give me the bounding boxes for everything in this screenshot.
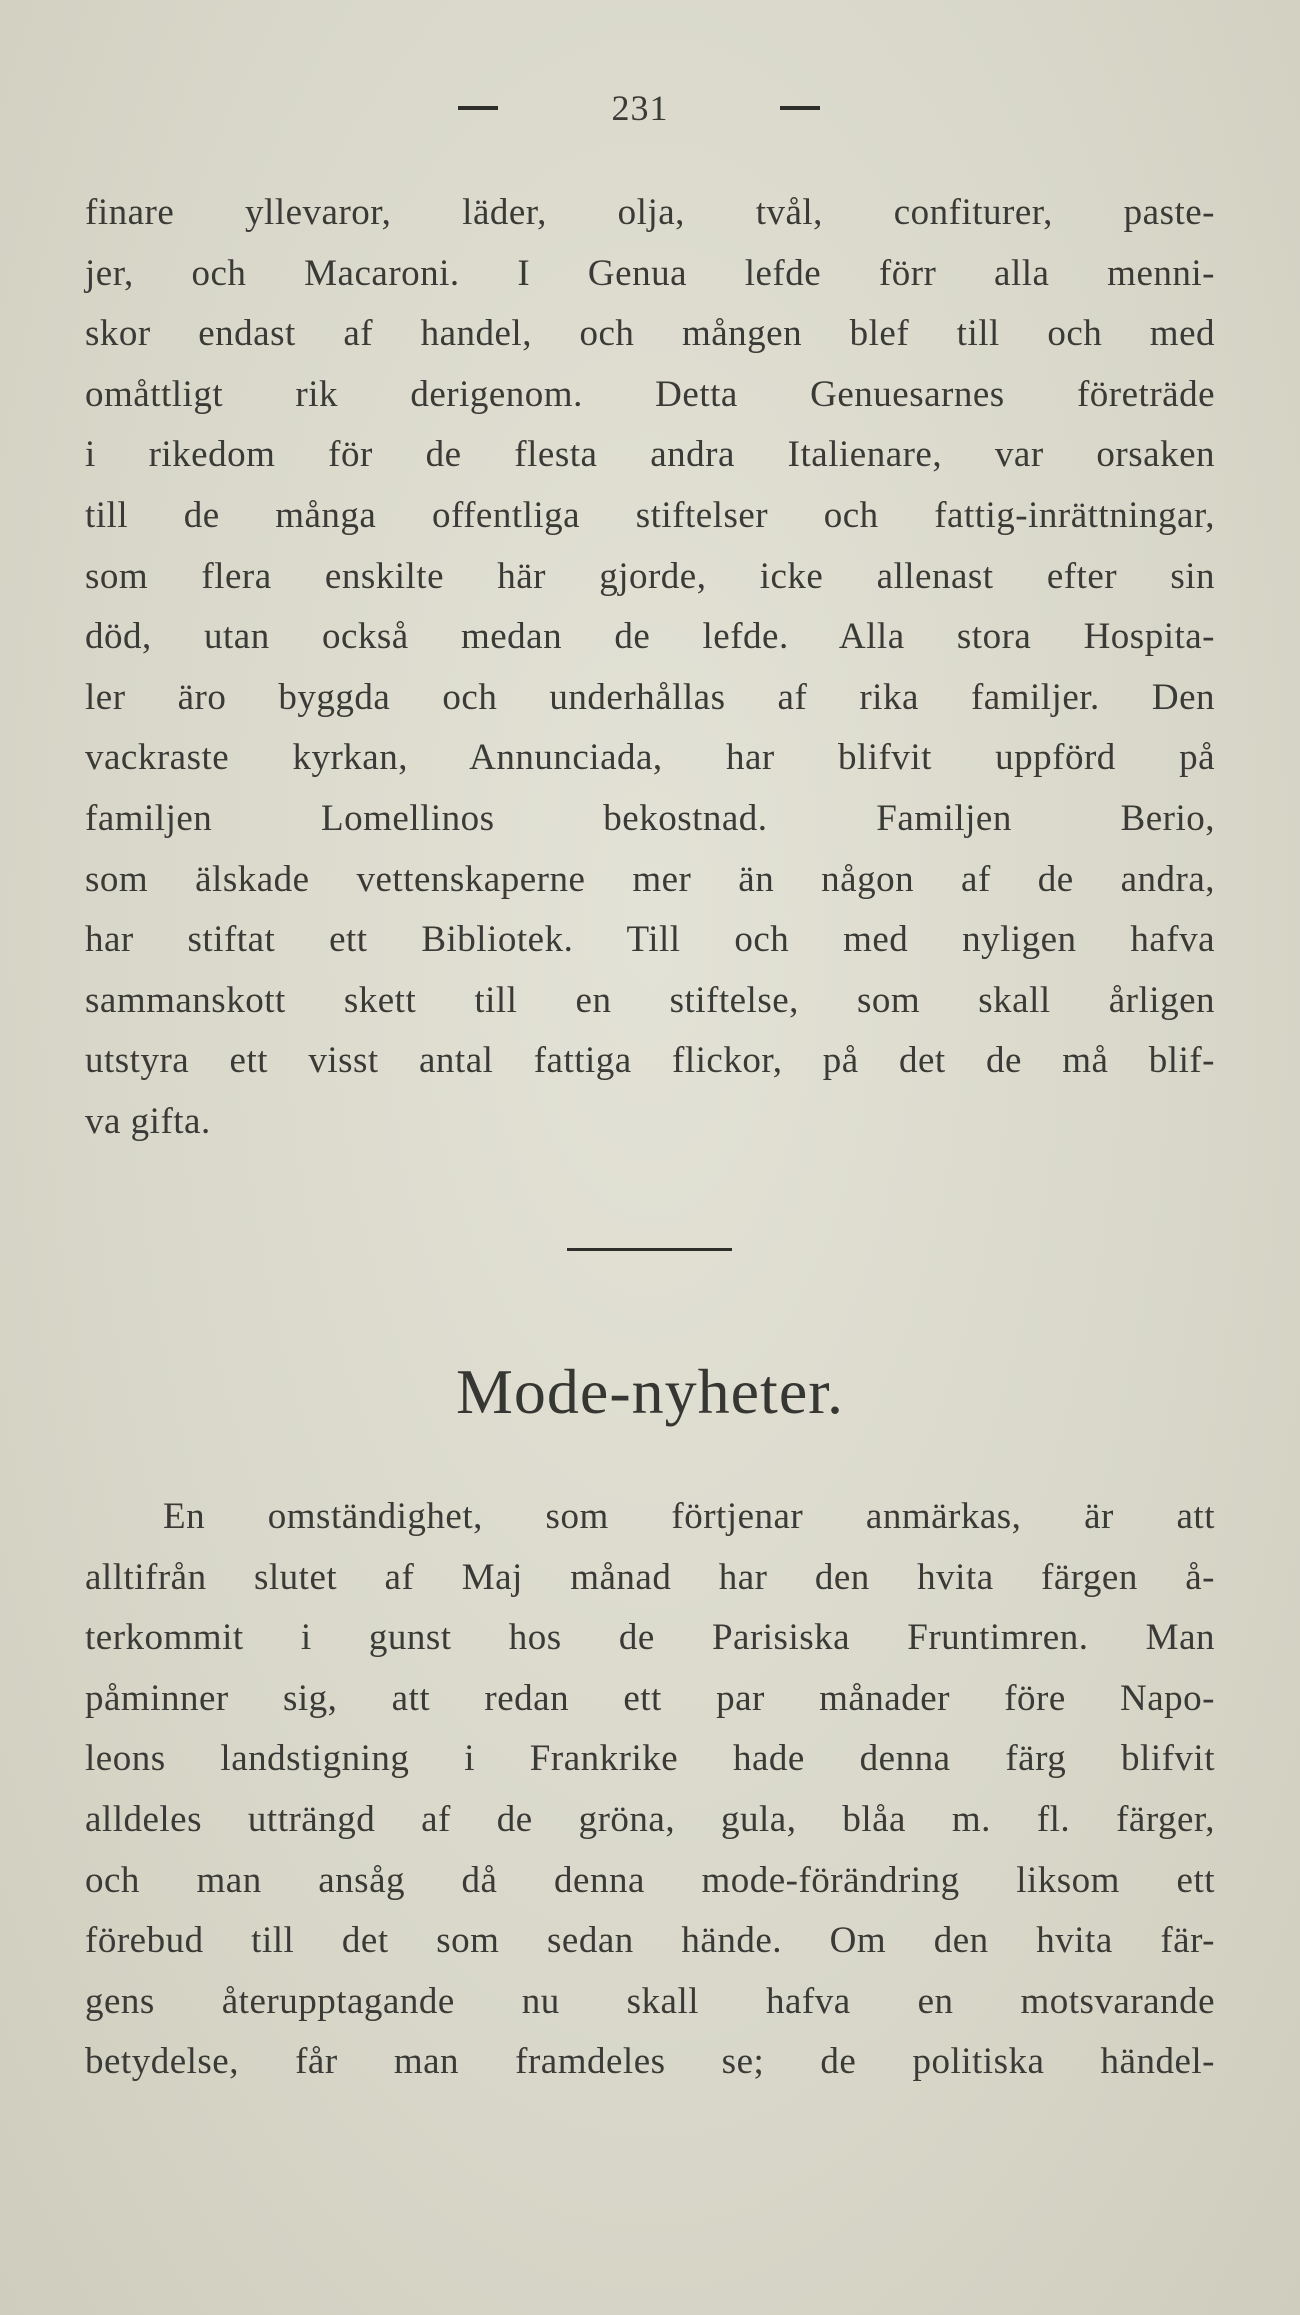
text-line: och man ansåg då denna mode-förändring liksom ett (85, 1859, 1215, 1901)
text-line: va gifta. (85, 1100, 211, 1142)
text-line: till de många offentliga stiftelser och fattig-inrättningar, (85, 494, 1215, 536)
paragraph-mode-nyheter (85, 1487, 1215, 2093)
section-title: Mode-nyheter. (456, 1356, 844, 1427)
text-line: i rikedom för de flesta andra Italienare, var orsaken (85, 434, 1215, 476)
text-line: förebud till det som sedan hände. Om den hvita fär- (85, 1920, 1215, 1962)
text-line: En omständighet, som förtjenar anmärkas, är att (163, 1496, 1215, 1537)
text-line: finare yllevaror, läder, olja, tvål, confiturer, paste- (85, 192, 1215, 233)
text-line: vackraste kyrkan, Annunciada, har blifvit uppförd på (85, 737, 1215, 779)
text-line: som älskade vettenskaperne mer än någon af de andra, (85, 858, 1215, 900)
section-divider (567, 1248, 732, 1251)
paragraph-genua (85, 183, 1215, 1153)
text-line: sammanskott skett till en stiftelse, som skall årligen (85, 979, 1215, 1021)
text-line: påminner sig, att redan ett par månader före Napo- (85, 1677, 1215, 1719)
text-line: alldeles utträngd af de gröna, gula, blåa m. fl. färger, (85, 1798, 1215, 1840)
page-number: 231 (611, 88, 669, 128)
header-dash-left (458, 106, 498, 110)
text-line: gens återupptagande nu skall hafva en motsvarande (85, 1980, 1215, 2022)
header-dash-right (780, 106, 820, 110)
text-line: har stiftat ett Bibliotek. Till och med nyligen hafva (85, 919, 1215, 961)
text-line: död, utan också medan de lefde. Alla stora Hospita- (85, 616, 1215, 658)
text-line: betydelse, får man framdeles se; de politiska händel- (85, 2041, 1215, 2083)
text-line: skor endast af handel, och mången blef till och med (85, 313, 1215, 355)
text-line: familjen Lomellinos bekostnad. Familjen Berio, (85, 797, 1215, 839)
text-line: som flera enskilte här gjorde, icke allenast efter sin (85, 555, 1215, 597)
text-line: omåttligt rik derigenom. Detta Genuesarnes företräde (85, 373, 1215, 415)
page-header (0, 88, 1300, 128)
text-line: leons landstigning i Frankrike hade denna färg blifvit (85, 1738, 1215, 1780)
text-line: jer, och Macaroni. I Genua lefde förr alla menni- (85, 252, 1215, 294)
text-line: alltifrån slutet af Maj månad har den hvita färgen å- (85, 1556, 1215, 1598)
text-line: ler äro byggda och underhållas af rika familjer. Den (85, 676, 1215, 718)
text-line: utstyra ett visst antal fattiga flickor, på det de må blif- (85, 1040, 1215, 1082)
text-line: terkommit i gunst hos de Parisiska Fruntimren. Man (85, 1617, 1215, 1659)
